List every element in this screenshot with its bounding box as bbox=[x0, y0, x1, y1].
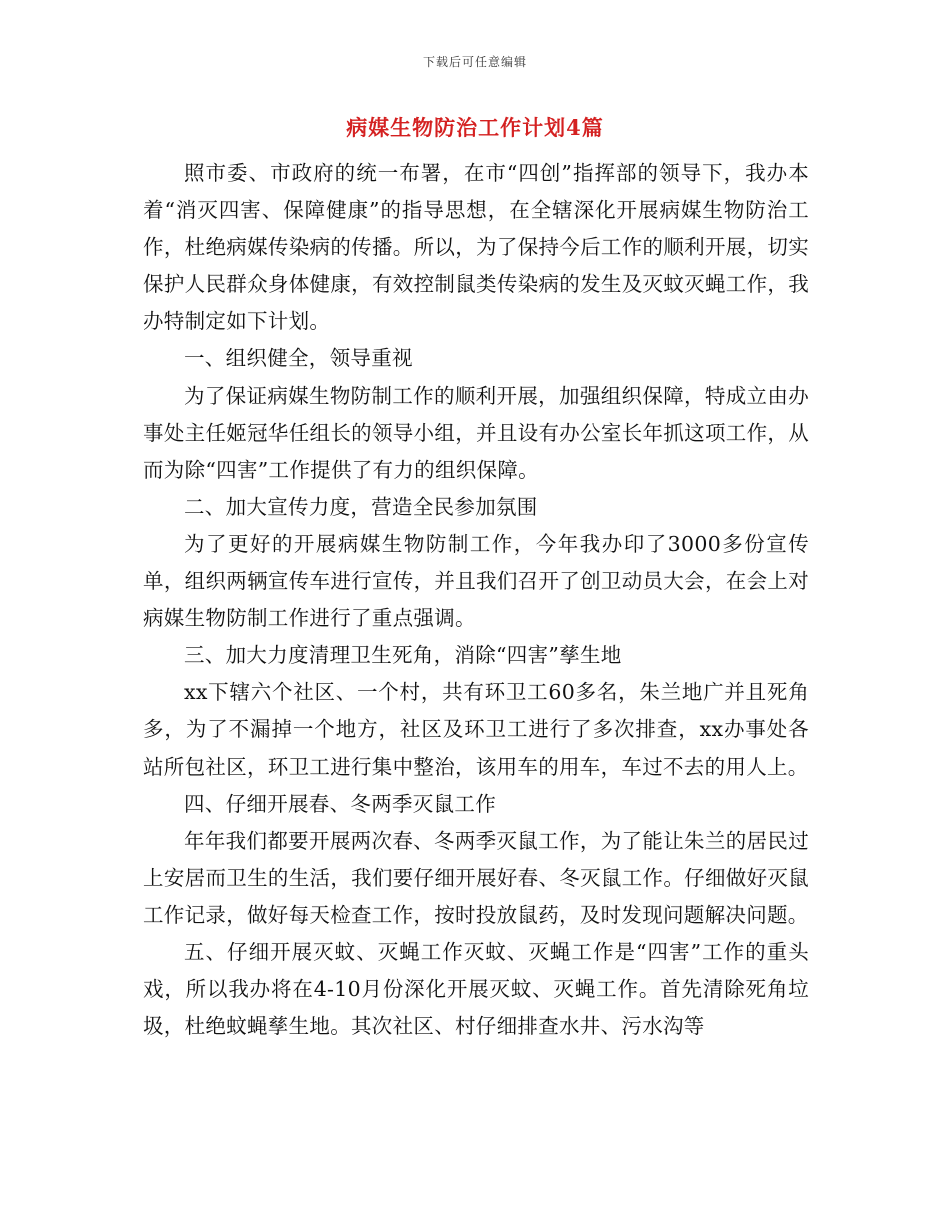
section-heading-3: 三、加大力度清理卫生死角，消除“四害”孳生地 bbox=[184, 643, 622, 668]
section-paragraph-3: xx下辖六个社区、一个村，共有环卫工60多名，朱兰地广并且死角多，为了不漏掉一个地方，社区及环卫工进行了多次排查，xx办事处各站所包社区，环卫工进行集中整治，该用车的用车，车过不去的用人上。 bbox=[143, 680, 809, 779]
section-paragraph-5: 五、仔细开展灭蚊、灭蝇工作灭蚊、灭蝇工作是“四害”工作的重头戏，所以我办将在4-10月份深化开展灭蚊、灭蝇工作。首先清除死角垃圾，杜绝蚊蝇孳生地。其次社区、村仔细排查水井、污水沟等 bbox=[143, 939, 809, 1039]
document-title: 病媒生物防治工作计划4篇 bbox=[346, 115, 604, 140]
section-heading-4: 四、仔细开展春、冬两季灭鼠工作 bbox=[184, 791, 496, 816]
section-heading-2: 二、加大宣传力度，营造全民参加氛围 bbox=[184, 494, 538, 519]
section-heading-1: 一、组织健全，领导重视 bbox=[184, 346, 413, 371]
page-header: 下载后可任意编辑 bbox=[422, 55, 527, 69]
intro-paragraph: 照市委、市政府的统一布署，在市“四创”指挥部的领导下，我办本着“消灭四害、保障健康”的指导思想，在全辖深化开展病媒生物防治工作，杜绝病媒传染病的传播。所以，为了保持今后工作的顺利开展，切实保护人民群众身体健康，有效控制鼠类传染病的发生及灭蚊灭蝇工作，我办特制定如下计划。 bbox=[143, 161, 809, 334]
document-body bbox=[143, 155, 809, 1045]
section-paragraph-4: 年年我们都要开展两次春、冬两季灭鼠工作，为了能让朱兰的居民过上安居而卫生的生活，我们要仔细开展好春、冬灭鼠工作。仔细做好灭鼠工作记录，做好每天检查工作，按时投放鼠药，及时发现问题解决问题。 bbox=[143, 828, 809, 927]
section-paragraph-2: 为了更好的开展病媒生物防制工作，今年我办印了3000多份宣传单，组织两辆宣传车进行宣传，并且我们召开了创卫动员大会，在会上对病媒生物防制工作进行了重点强调。 bbox=[143, 531, 809, 631]
section-paragraph-1: 为了保证病媒生物防制工作的顺利开展，加强组织保障，特成立由办事处主任姬冠华任组长的领导小组，并且设有办公室长年抓这项工作，从而为除“四害”工作提供了有力的组织保障。 bbox=[143, 383, 809, 482]
